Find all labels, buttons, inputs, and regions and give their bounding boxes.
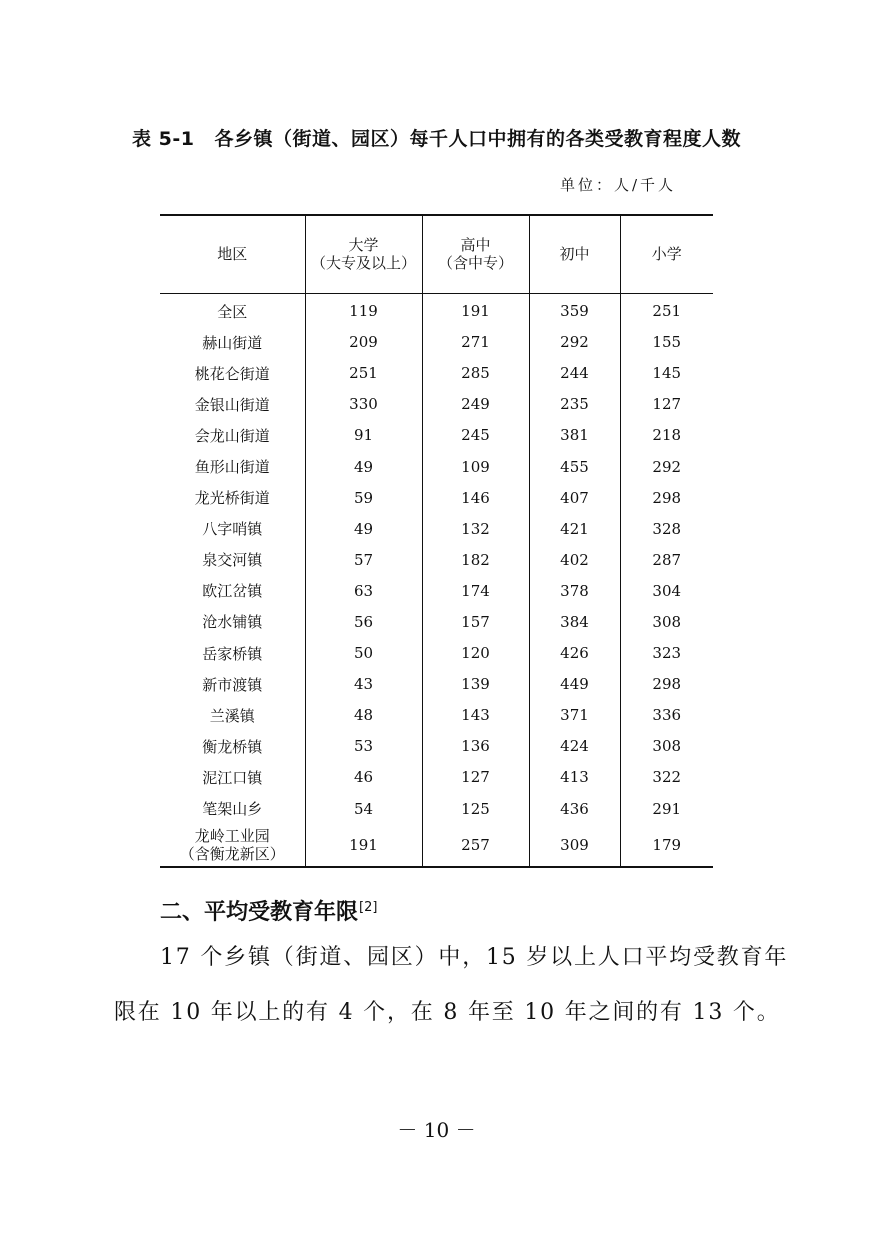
cell-university: 48 — [305, 700, 422, 731]
cell-primary: 322 — [620, 762, 713, 793]
cell-high-school: 127 — [422, 762, 529, 793]
cell-university: 49 — [305, 451, 422, 482]
cell-university: 251 — [305, 358, 422, 389]
cell-junior-high: 436 — [529, 793, 620, 824]
table-row — [160, 327, 713, 358]
header-primary: 小学 — [620, 215, 713, 293]
cell-region: 会龙山街道 — [194, 426, 270, 445]
cell-university: 54 — [305, 793, 422, 824]
table-row — [160, 606, 713, 637]
cell-university: 50 — [305, 638, 422, 669]
cell-university: 91 — [305, 420, 422, 451]
cell-university: 43 — [305, 669, 422, 700]
cell-high-school: 143 — [422, 700, 529, 731]
page-number: － 10 － — [397, 1118, 476, 1142]
cell-primary: 287 — [620, 544, 713, 575]
cell-region: 泥江口镇 — [202, 768, 263, 787]
cell-primary: 218 — [620, 420, 713, 451]
cell-primary: 298 — [620, 482, 713, 513]
cell-university: 119 — [305, 293, 422, 327]
cell-university: 209 — [305, 327, 422, 358]
table-row — [160, 358, 713, 389]
header-university: 大学 （大专及以上） — [305, 215, 422, 293]
cell-junior-high: 235 — [529, 389, 620, 420]
cell-region: 八字哨镇 — [202, 520, 263, 539]
cell-high-school: 146 — [422, 482, 529, 513]
cell-primary: 328 — [620, 513, 713, 544]
table-row — [160, 420, 713, 451]
cell-primary: 179 — [620, 824, 713, 867]
table-row — [160, 389, 713, 420]
cell-region: 金银山街道 — [194, 395, 270, 414]
cell-junior-high: 426 — [529, 638, 620, 669]
cell-high-school: 132 — [422, 513, 529, 544]
cell-primary: 336 — [620, 700, 713, 731]
cell-high-school: 136 — [422, 731, 529, 762]
table-row — [160, 513, 713, 544]
table-title: 各乡镇（街道、园区）每千人口中拥有的各类受教育程度人数 — [214, 128, 741, 150]
cell-region: 岳家桥镇 — [202, 644, 263, 663]
cell-primary: 291 — [620, 793, 713, 824]
table-row — [160, 451, 713, 482]
cell-junior-high: 292 — [529, 327, 620, 358]
cell-junior-high: 378 — [529, 575, 620, 606]
cell-region: 衡龙桥镇 — [202, 737, 263, 756]
cell-high-school: 120 — [422, 638, 529, 669]
table-row-last — [160, 824, 713, 867]
cell-high-school: 257 — [422, 824, 529, 867]
cell-high-school: 249 — [422, 389, 529, 420]
cell-primary: 292 — [620, 451, 713, 482]
cell-junior-high: 449 — [529, 669, 620, 700]
cell-junior-high: 424 — [529, 731, 620, 762]
cell-region: 新市渡镇 — [202, 675, 263, 694]
paragraph-line-1: 17 个乡镇（街道、园区）中，15 岁以上人口平均受教育年 — [160, 945, 789, 970]
cell-region: 沧水铺镇 — [202, 613, 263, 632]
cell-junior-high: 402 — [529, 544, 620, 575]
paragraph-line-2: 限在 10 年以上的有 4 个，在 8 年至 10 年之间的有 13 个。 — [114, 1000, 781, 1025]
cell-primary: 308 — [620, 731, 713, 762]
cell-primary: 298 — [620, 669, 713, 700]
cell-primary: 304 — [620, 575, 713, 606]
table-caption — [0, 124, 873, 151]
cell-region: 兰溪镇 — [209, 706, 255, 725]
table-number: 表 5-1 — [132, 128, 195, 150]
cell-high-school: 125 — [422, 793, 529, 824]
cell-junior-high: 421 — [529, 513, 620, 544]
table-row — [160, 544, 713, 575]
cell-region: 泉交河镇 — [202, 551, 263, 570]
cell-region: 龙光桥街道 — [194, 489, 270, 508]
cell-university: 57 — [305, 544, 422, 575]
cell-region: 龙岭工业园 （含衡龙新区） — [160, 824, 305, 867]
cell-region: 笔架山乡 — [202, 800, 263, 819]
cell-high-school: 285 — [422, 358, 529, 389]
cell-region: 赫山街道 — [202, 333, 263, 352]
cell-junior-high: 244 — [529, 358, 620, 389]
cell-primary: 323 — [620, 638, 713, 669]
table-row — [160, 638, 713, 669]
cell-primary: 127 — [620, 389, 713, 420]
cell-region: 鱼形山街道 — [194, 458, 270, 477]
cell-junior-high: 384 — [529, 606, 620, 637]
cell-high-school: 139 — [422, 669, 529, 700]
cell-junior-high: 359 — [529, 293, 620, 327]
cell-junior-high: 413 — [529, 762, 620, 793]
cell-junior-high: 381 — [529, 420, 620, 451]
table-row — [160, 575, 713, 606]
cell-junior-high: 455 — [529, 451, 620, 482]
table-row — [160, 293, 713, 327]
table-row — [160, 731, 713, 762]
cell-university: 59 — [305, 482, 422, 513]
cell-primary: 145 — [620, 358, 713, 389]
table-unit: 单位：人/千人 — [560, 176, 677, 194]
table-row — [160, 700, 713, 731]
cell-university: 53 — [305, 731, 422, 762]
header-high-school: 高中 （含中专） — [422, 215, 529, 293]
cell-high-school: 191 — [422, 293, 529, 327]
cell-region: 桃花仑街道 — [194, 364, 270, 383]
cell-university: 63 — [305, 575, 422, 606]
table-body — [160, 293, 713, 867]
table-row — [160, 762, 713, 793]
header-junior-high: 初中 — [529, 215, 620, 293]
cell-university: 46 — [305, 762, 422, 793]
education-table — [160, 214, 713, 868]
table-header-row — [160, 215, 713, 293]
cell-primary: 155 — [620, 327, 713, 358]
table-row — [160, 482, 713, 513]
cell-high-school: 174 — [422, 575, 529, 606]
cell-university: 56 — [305, 606, 422, 637]
cell-university: 330 — [305, 389, 422, 420]
cell-region: 欧江岔镇 — [202, 582, 263, 601]
cell-junior-high: 309 — [529, 824, 620, 867]
cell-junior-high: 371 — [529, 700, 620, 731]
cell-junior-high: 407 — [529, 482, 620, 513]
cell-university: 49 — [305, 513, 422, 544]
cell-primary: 251 — [620, 293, 713, 327]
cell-high-school: 245 — [422, 420, 529, 451]
cell-high-school: 271 — [422, 327, 529, 358]
section-title: 二、平均受教育年限[2] — [160, 900, 378, 925]
header-region: 地区 — [160, 215, 305, 293]
cell-high-school: 157 — [422, 606, 529, 637]
cell-high-school: 182 — [422, 544, 529, 575]
table-row — [160, 793, 713, 824]
cell-region: 全区 — [217, 302, 248, 321]
cell-university: 191 — [305, 824, 422, 867]
table-row — [160, 669, 713, 700]
footnote-mark: [2] — [359, 900, 378, 915]
cell-primary: 308 — [620, 606, 713, 637]
cell-high-school: 109 — [422, 451, 529, 482]
